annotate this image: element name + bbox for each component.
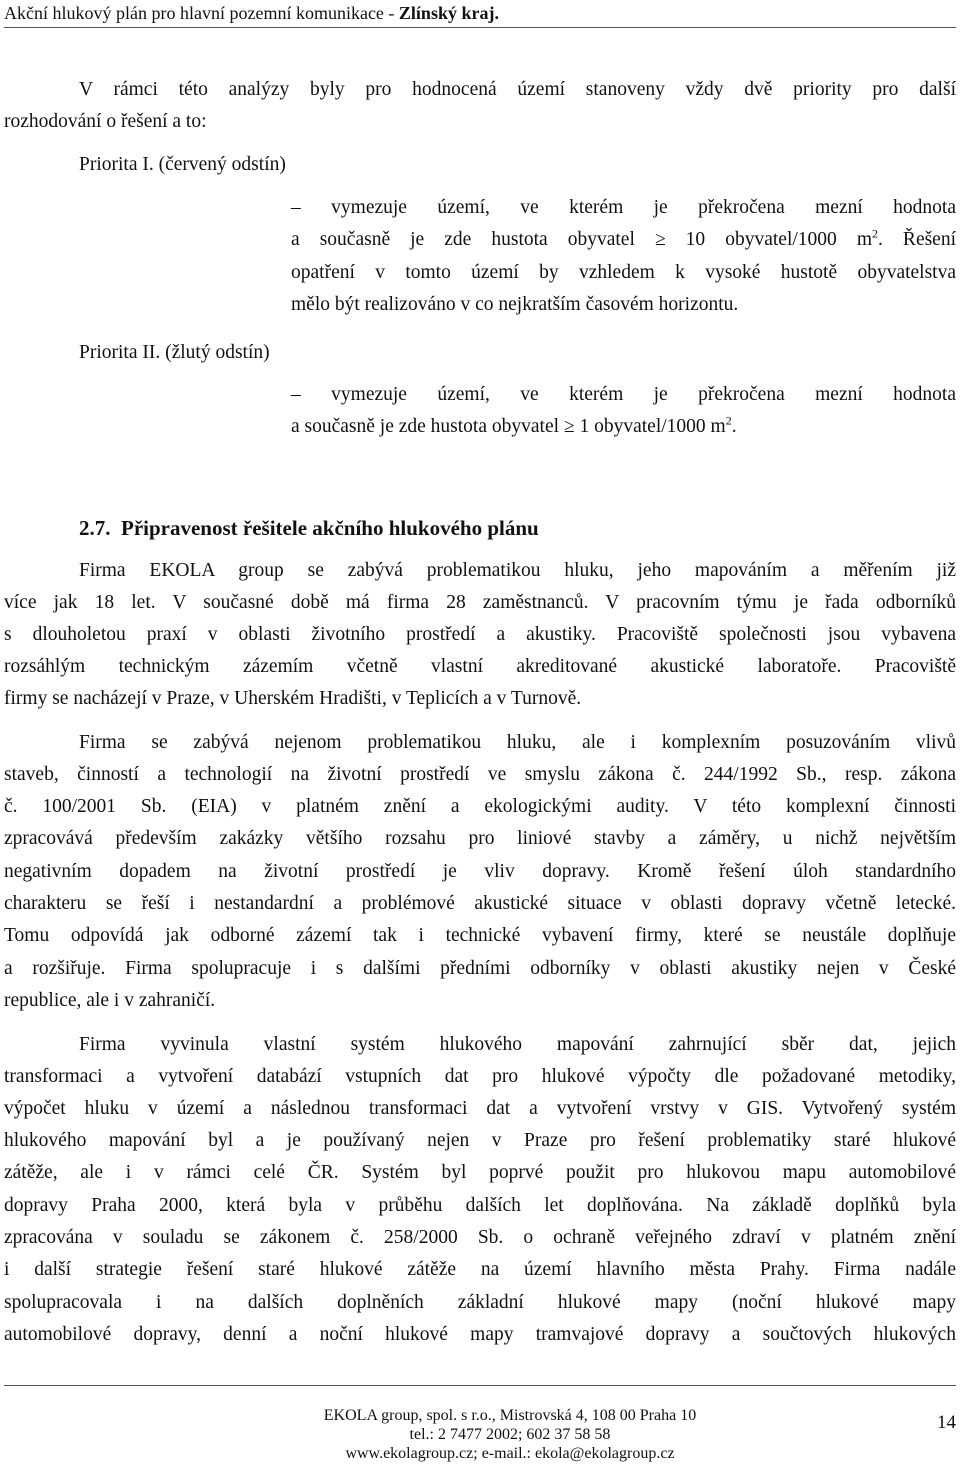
section-number: 2.7. (79, 516, 111, 540)
para3-line: zpracována v souladu se zákonem č. 258/2000 Sb. o ochraně veřejného zdraví v platném znění (4, 1227, 956, 1248)
para3-line: transformaci a vytvoření databází vstupních dat pro hlukové výpočty dle požadované metodiky, (4, 1066, 956, 1087)
para2-line: negativním dopadem na životní prostředí je vliv dopravy. Kromě řešení úloh standardního (4, 861, 956, 882)
para2-line: Firma se zabývá nejenom problematikou hluku, ale i komplexním posuzováním vlivů (79, 732, 956, 753)
priority-1-label: Priorita I. (červený odstín) (79, 154, 286, 175)
para1-line: více jak 18 let. V současné době má firma 28 zaměstnanců. V pracovním týmu je řada odborníků (4, 592, 956, 613)
greater-equal-symbol: ≥ (563, 416, 575, 437)
priority-2-line-2: a současně je zde hustota obyvatel ≥ 1 obyvatel/1000 $m^2$. (291, 413, 737, 437)
section-heading (79, 514, 539, 542)
para1-line: s dlouholetou praxí v oblasti životního prostředí a akustiky. Pracoviště společnosti jsou vybavena (4, 624, 956, 645)
priority-2-label: Priorita II. (žlutý odstín) (79, 342, 270, 363)
para3-line: výpočet hluku v území a následnou transformaci dat a vytvoření vrstvy v GIS. Vytvořený systém (4, 1098, 956, 1119)
footer-address: EKOLA group, spol. s r.o., Mistrovská 4, 108 00 Praha 10 (323, 1407, 697, 1424)
priority-1-line-3: opatření v tomto území by vzhledem k vysoké hustotě obyvatelstva (291, 262, 956, 283)
section-title: Připravenost řešitele akčního hlukového plánu (121, 516, 539, 540)
para1-line: rozsáhlým technickým zázemím včetně vlastní akreditované akustické laboratoře. Pracoviště (4, 656, 956, 677)
para1-line: firmy se nacházejí v Praze, v Uherském Hradišti, v Teplicích a v Turnově. (4, 688, 582, 709)
para3-line: i další strategie řešení staré hlukové zátěže na území hlavního města Prahy. Firma nadále (4, 1259, 956, 1280)
footer-divider (4, 1385, 956, 1386)
priority-2-line-1: – vymezuje území, ve kterém je překročena mezní hodnota (291, 384, 956, 405)
para2-line: č. 100/2001 Sb. (EIA) v platném znění a ekologickými audity. V této komplexní činnosti (4, 796, 956, 817)
intro-line-1: V rámci této analýzy byly pro hodnocená území stanoveny vždy dvě priority pro další (79, 79, 956, 100)
para1-line: Firma EKOLA group se zabývá problematikou hluku, jeho mapováním a měřením již (79, 560, 956, 581)
priority-1-line-4: mělo být realizováno v co nejkratším časovém horizontu. (291, 294, 739, 315)
priority-1-line-1: – vymezuje území, ve kterém je překročena mezní hodnota (291, 197, 956, 218)
para3-line: spolupracovala i na dalších doplněních základní hlukové mapy (noční hlukové mapy (4, 1292, 956, 1313)
para2-line: a rozšiřuje. Firma spolupracuje i s dalšími předními odborníky v oblasti akustiky nejen v České (4, 958, 956, 979)
header-region: Zlínský kraj. (398, 3, 499, 23)
para3-line: automobilové dopravy, denní a noční hlukové mapy tramvajové dopravy a součtových hlukových (4, 1324, 956, 1345)
page-number: 14 (937, 1412, 956, 1433)
para3-line: hlukového mapování byl a je používaný nejen v Praze pro řešení problematiky staré hlukové (4, 1130, 956, 1151)
para3-line: Firma vyvinula vlastní systém hlukového mapování zahrnující sběr dat, jejich (79, 1034, 956, 1055)
para3-line: zátěže, ale i v rámci celé ČR. Systém byl poprvé použit pro hlukovou mapu automobilové (4, 1162, 956, 1183)
intro-line-2: rozhodování o řešení a to: (4, 111, 207, 132)
para2-line: Tomu odpovídá jak odborné zázemí tak i technické vybavení firmy, které se neustále doplňuje (4, 925, 956, 946)
para2-line: staveb, činností a technologií na životní prostředí ve smyslu zákona č. 244/1992 Sb., resp. zákona (4, 764, 956, 785)
priority-1-line-2: a současně je zde hustota obyvatel ≥ 10 obyvatel/1000 $m^2$. Řešení (291, 226, 957, 250)
footer-phone: tel.: 2 7477 2002; 602 37 58 58 (409, 1426, 611, 1443)
greater-equal-symbol: ≥ (654, 229, 666, 250)
para3-line: dopravy Praha 2000, která byla v průběhu dalších let doplňována. Na základě doplňků byla (4, 1195, 956, 1216)
running-header (4, 0, 956, 28)
para2-line: charakteru se řeší i nestandardní a problémové akustické situace v oblasti dopravy včetně letecké. (4, 893, 956, 914)
footer-web-email: www.ekolagroup.cz; e-mail.: ekola@ekolagroup.cz (345, 1445, 675, 1462)
para2-line: zpracovává především zakázky většího rozsahu pro liniové stavby a záměry, u nichž největším (4, 828, 956, 849)
header-title: Akční hlukový plán pro hlavní pozemní komunikace - (4, 3, 399, 23)
para2-line: republice, ale i v zahraničí. (4, 990, 216, 1011)
